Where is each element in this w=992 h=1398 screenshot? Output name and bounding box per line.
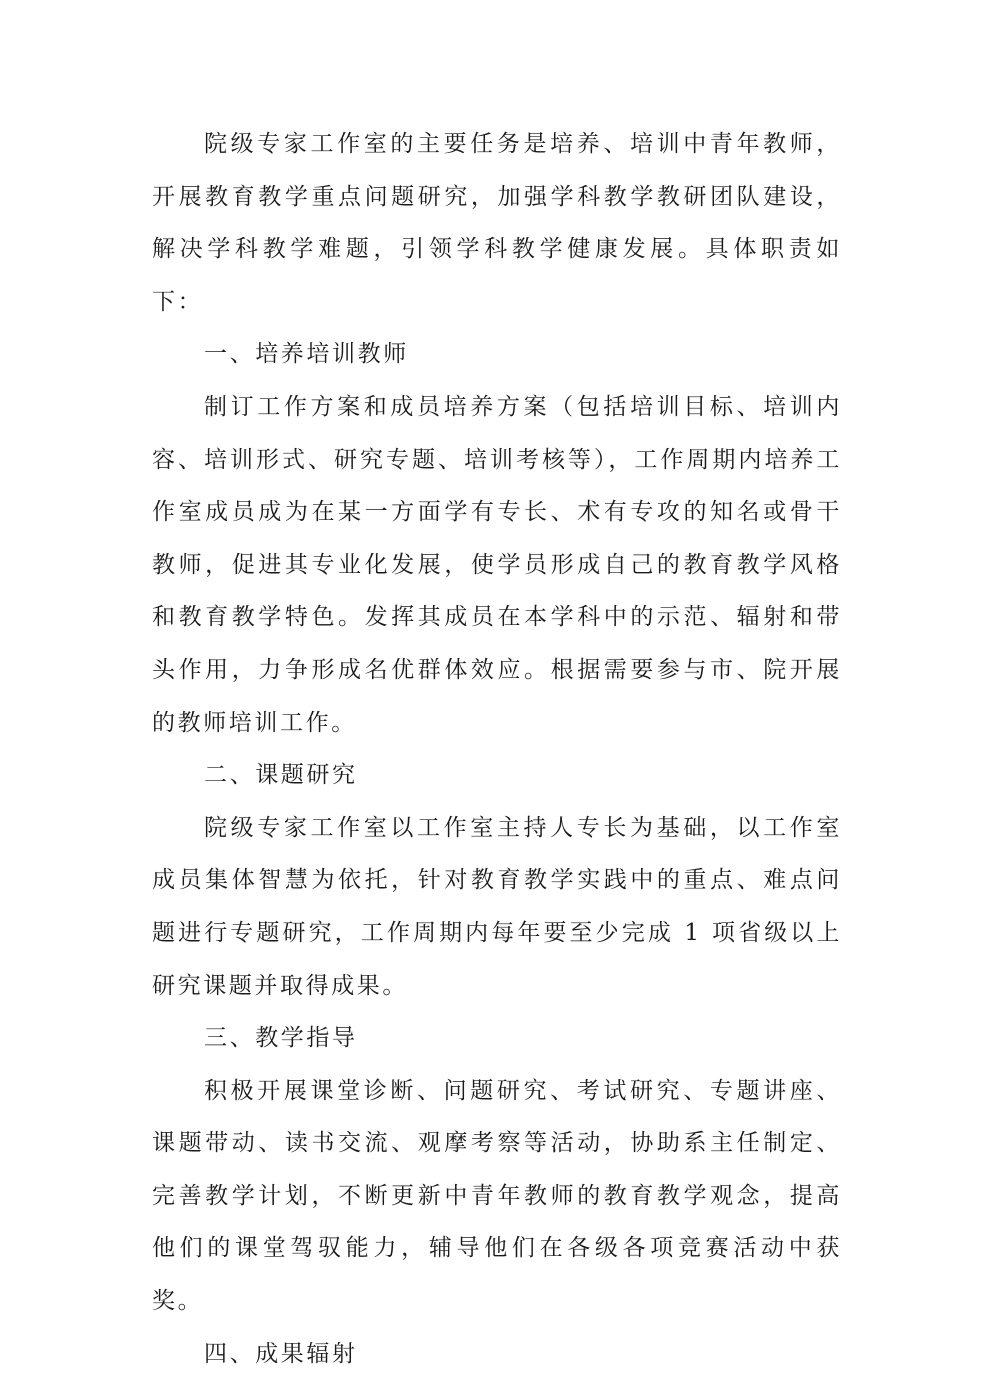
section-heading-2: 二、课题研究 [204, 762, 358, 789]
section-heading-3: 三、教学指导 [204, 1025, 358, 1052]
section-1-paragraph: 制订工作方案和成员培养方案（包括培训目标、培训内容、培训形式、研究专题、培训考核等），工作周期内培养工作室成员成为在某一方面学有专长、术有专攻的知名或骨干教师，促进其专业化发展，使学员形成自己的教育教学风格和教育教学特色。发挥其成员在本学科中的示范、辐射和带头作用，力争形成名优群体效应。根据需要参与市、院开展的教师培训工作。 [152, 393, 842, 736]
section-heading-1: 一、培养培训教师 [204, 341, 409, 368]
intro-paragraph: 院级专家工作室的主要任务是培养、培训中青年教师，开展教育教学重点问题研究，加强学科教学教研团队建设，解决学科教学难题，引领学科教学健康发展。具体职责如下： [152, 131, 842, 315]
section-3-paragraph: 积极开展课堂诊断、问题研究、考试研究、专题讲座、课题带动、读书交流、观摩考察等活动，协助系主任制定、完善教学计划，不断更新中青年教师的教育教学观念，提高他们的课堂驾驭能力，辅导他们在各级各项竞赛活动中获奖。 [152, 1077, 842, 1315]
document-body [152, 118, 842, 1380]
section-2-paragraph: 院级专家工作室以工作室主持人专长为基础，以工作室成员集体智慧为依托，针对教育教学实践中的重点、难点问题进行专题研究，工作周期内每年要至少完成 1 项省级以上研究课题并取得成果。 [152, 814, 842, 999]
section-heading-4: 四、成果辐射 [204, 1340, 358, 1367]
